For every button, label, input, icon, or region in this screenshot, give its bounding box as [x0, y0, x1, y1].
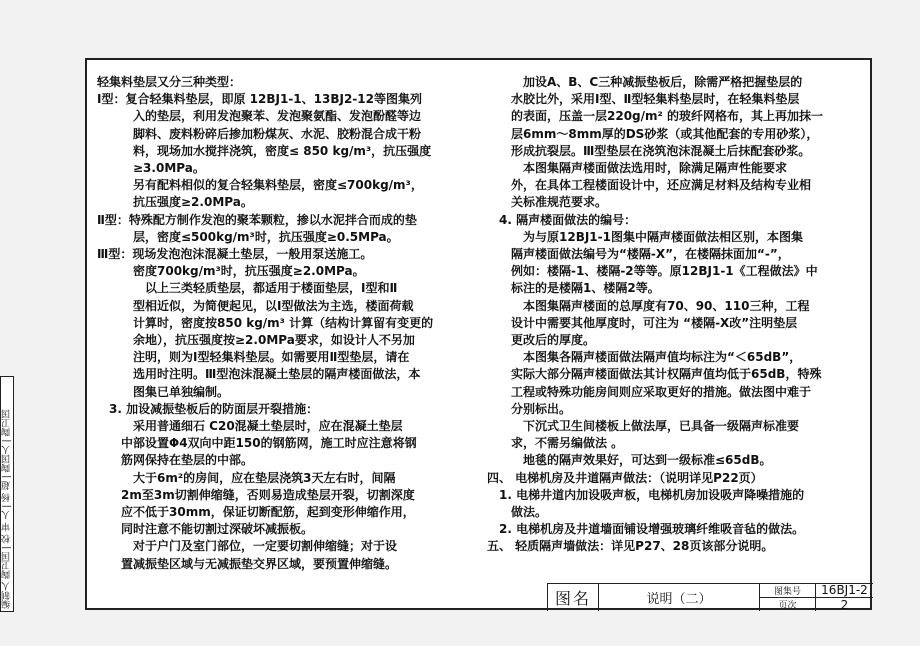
right-column	[487, 74, 867, 556]
text-line: 余地），抗压强度按≥2.0MPa要求，如设计人不另加	[97, 333, 415, 348]
text-line: 应不低于30mm，保证切断配筋，起到变形伸缩作用，	[97, 505, 415, 520]
drawing-sheet	[85, 58, 872, 610]
atlas-no-label: 图集号	[760, 584, 815, 598]
text-line: 加设A、B、C三种减振垫板后，除需严格把握垫层的	[487, 75, 803, 89]
text-line: 本图集隔声楼面做法选用时，除满足隔声性能要求	[487, 161, 788, 176]
text-line: 采用普通细石 C20混凝土垫层时，应在混凝土垫层	[97, 419, 403, 434]
signature-sidebar	[0, 376, 14, 612]
text-line: 下沉式卫生间楼板上做法厚，已具备一级隔声标准要	[487, 419, 800, 434]
text-line: ≥3.0MPa。	[97, 161, 205, 176]
text-line: 4. 隔声楼面做法的编号：	[487, 212, 637, 227]
drawing-name: 说明（二）	[599, 584, 760, 611]
text-line: 1. 电梯井道内加设吸声板，电梯机房加设吸声降噪措施的	[487, 487, 805, 502]
text-line: 入的垫层，利用发泡聚苯、发泡聚氨酯、发泡酚醛等边	[97, 109, 422, 124]
text-line: 大于6m²的房间，应在垫层浇筑3天左右时，间隔	[97, 470, 396, 485]
page-label: 页次	[778, 601, 797, 611]
text-line: 抗压强度≥2.0MPa。	[97, 195, 253, 210]
text-line: 水胶比外，采用Ⅰ型、Ⅱ型轻集料垫层时，在轻集料垫层	[487, 92, 800, 107]
text-line: 为与原12BJ1-1图集中隔声楼面做法相区别，本图集	[487, 229, 803, 244]
value-cell	[816, 584, 873, 611]
text-line: 分别标出。	[487, 401, 572, 416]
text-line: 求，不需另编做法 。	[487, 436, 624, 451]
text-line: 同时注意不能切割过深破坏减振板。	[97, 522, 314, 537]
label-cell	[760, 584, 816, 611]
text-line: 本图集隔声楼面的总厚度有70、90、110三种，工程	[487, 298, 810, 313]
text-line: 隔声楼面做法编号为“楼隔-X”，在楼隔抹面加“-”，	[487, 247, 790, 262]
text-line: 型相近似，为简便起见，以Ⅰ型做法为主选，楼面荷载	[97, 298, 414, 313]
text-line: 的表面，压盖一层220g/m² 的玻纤网格布，其上再加抹一	[487, 109, 823, 124]
title-block	[547, 583, 873, 611]
text-line: 更改后的厚度。	[487, 333, 596, 348]
text-line: Ⅲ型：现场发泡泡沫混凝土垫层，一般用泵送施工。	[97, 247, 373, 262]
text-line: 层，密度≤500kg/m³时，抗压强度≥0.5MPa。	[97, 229, 399, 244]
sidebar-text: 编制人 陶卫国 | 校 审 人 | 杨 超 | 陶国人 | 陶卫国	[2, 409, 12, 609]
text-line: 关标准规范要求。	[487, 195, 608, 210]
text-line: 密度700kg/m³时，抗压强度≥2.0MPa。	[97, 264, 365, 279]
text-line: 注明，则为Ⅰ型轻集料垫层。如需要用Ⅱ型垫层，请在	[97, 350, 410, 365]
text-line: 置减振垫区域与无减振垫交界区域，要预置伸缩缝。	[97, 556, 398, 571]
text-line: 外，在具体工程楼面设计中，还应满足材料及结构专业相	[487, 178, 812, 193]
text-line: 2m至3m切割伸缩缝，否则易造成垫层开裂，切割深度	[97, 487, 415, 502]
text-line: 对于户门及室门部位，一定要切割伸缩缝；对于设	[97, 539, 398, 554]
text-line: 五、 轻质隔声墙做法：详见P27、28页该部分说明。	[487, 539, 774, 554]
text-line: 料，现场加水搅拌浇筑，密度≤ 850 kg/m³，抗压强度	[97, 143, 432, 158]
text-line: 脚料、废料粉碎后掺加粉煤灰、水泥、胶粉混合成干粉	[97, 126, 422, 141]
text-line: Ⅱ型：特殊配方制作发泡的聚苯颗粒，掺以水泥拌合而成的垫	[97, 212, 417, 227]
atlas-no: 16BJ1-2	[816, 584, 873, 599]
left-column	[97, 74, 482, 573]
text-line: 实际大部分隔声楼面做法其计权隔声值均低于65dB，特殊	[487, 367, 822, 382]
text-line: 2. 电梯机房及井道墙面铺设增强玻璃纤维吸音毡的做法。	[487, 522, 805, 537]
text-line: 层6mm～8mm厚的DS砂浆（或其他配套的专用砂浆），	[487, 126, 819, 141]
text-line: 中部设置Φ4双向中距150的钢筋网，施工时应注意将钢	[97, 436, 417, 451]
text-line: 筋网保持在垫层的中部。	[97, 453, 254, 468]
drawing-label: 图名	[548, 584, 599, 611]
text-line: 地毯的隔声效果好，可达到一级标准≤65dB。	[487, 453, 772, 468]
text-line: 以上三类轻质垫层，都适用于楼面垫层，Ⅰ型和Ⅱ	[97, 281, 398, 296]
text-line: 四、 电梯机房及井道隔声做法：（说明详见P22页）	[487, 470, 763, 485]
text-line: 工程或特殊功能房间则应采取更好的措施。做法图中难于	[487, 384, 812, 399]
text-line: 图集已单独编制。	[97, 384, 230, 399]
text-line: 本图集各隔声楼面做法隔声值均标注为“＜65dB”，	[487, 350, 802, 365]
text-line: 3. 加设减振垫板后的防面层开裂措施：	[97, 401, 319, 416]
text-line: 轻集料垫层又分三种类型：	[97, 75, 242, 89]
text-line: 例如：楼隔-1、楼隔-2等等。原12BJ1-1《工程做法》中	[487, 264, 818, 279]
text-line: 形成抗裂层。Ⅲ型垫层在浇筑泡沫混凝土后抹配套砂浆。	[487, 143, 811, 158]
text-line: Ⅰ型：复合轻集料垫层，即原 12BJ1-1、13BJ2-12等图集列	[97, 92, 422, 107]
page-no: 2	[840, 597, 849, 612]
text-line: 设计中需要其他厚度时，可注为 “楼隔-X改”注明垫层	[487, 315, 798, 330]
text-line: 做法。	[487, 505, 548, 520]
text-line: 另有配料相似的复合轻集料垫层，密度≤700kg/m³，	[97, 178, 423, 193]
text-line: 计算时，密度按850 kg/m³ 计算（结构计算留有变更的	[97, 315, 434, 330]
text-line: 标注的是楼隔1、楼隔2等。	[487, 281, 660, 296]
text-line: 选用时注明。Ⅲ型泡沫混凝土垫层的隔声楼面做法，本	[97, 367, 421, 382]
